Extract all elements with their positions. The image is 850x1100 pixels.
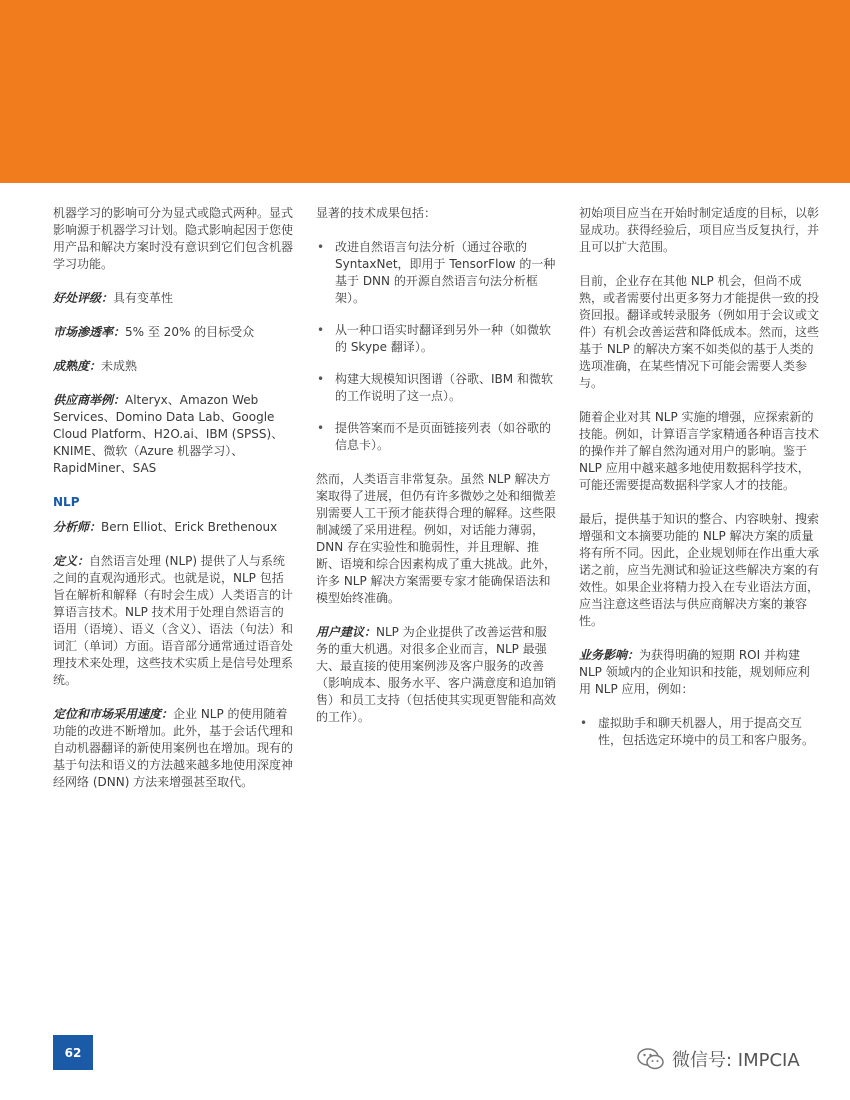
column-1 bbox=[53, 205, 293, 808]
benefit-label: 好处评级： bbox=[53, 291, 114, 305]
wechat-icon bbox=[636, 1047, 666, 1071]
business-impact-label: 业务影响： bbox=[579, 648, 640, 662]
list-item: • 构建大规模知识图谱（谷歌、IBM 和微软的工作说明了这一点）。 bbox=[316, 371, 556, 405]
user-advice-text: NLP 为企业提供了改善运营和服务的重大机遇。对很多企业而言，NLP 最强大、最直接的使用案例涉及客户服务的改善（影响成本、服务水平、客户满意度和追加销售）和员工支持（包括使其实现更智能和高效的工作）。 bbox=[316, 625, 557, 724]
sample-vendors bbox=[53, 392, 293, 477]
definition-text: 自然语言处理 (NLP) 提供了人与系统之间的直观沟通形式。也就是说，NLP 包括旨在解析和解释（有时会生成）人类语言的计算语言技术。NLP 技术用于处理自然语言的语用（语境）、语义（含义）、语法（句法）和词汇（单词）方面。语音部分通常通过语音处理技术来处理，这些技术实质上是信号处理系统。 bbox=[53, 554, 294, 687]
achievements-list bbox=[316, 239, 556, 454]
user-advice bbox=[316, 624, 556, 726]
penetration-label: 市场渗透率： bbox=[53, 325, 126, 339]
benefit-value: 具有变革性 bbox=[113, 291, 174, 305]
business-impact-text: 为获得明确的短期 ROI 并构建 NLP 领域内的企业知识和技能，规划师应利用 NLP 应用，例如： bbox=[579, 648, 810, 696]
page-number: 62 bbox=[53, 1035, 93, 1070]
maturity bbox=[53, 358, 293, 375]
new-skills-paragraph: 随着企业对其 NLP 实施的增强，应探索新的技能。例如，计算语言学家精通各种语言技术的操作并了解自然沟通对用户的影响。鉴于 NLP 应用中越来越多地使用数据科学技术，可能还需要提高数据科学家人才的技能。 bbox=[579, 410, 820, 492]
positioning-label: 定位和市场采用速度： bbox=[53, 707, 174, 721]
list-item: • 改进自然语言句法分析（通过谷歌的 SyntaxNet，即用于 TensorFlow 的一种基于 DNN 的开源自然语言句法分析框架）。 bbox=[316, 239, 556, 307]
user-advice-label: 用户建议： bbox=[316, 625, 377, 639]
column-2 bbox=[316, 205, 556, 743]
definition bbox=[53, 553, 293, 689]
impact-list bbox=[579, 715, 819, 749]
other-opportunities-paragraph: 目前，企业存在其他 NLP 机会，但尚不成熟，或者需要付出更多努力才能提供一致的投资回报。翻译或转录服务（例如用于会议或文件）有机会改善运营和降低成本。然而，这些基于 NLP 的解决方案不如类似的基于人类的选项准确，在某些情况下可能会需要人类参与。 bbox=[579, 274, 820, 390]
positioning bbox=[53, 706, 293, 791]
achievements-intro: 显著的技术成果包括： bbox=[316, 206, 437, 220]
initial-projects-paragraph: 初始项目应当在开始时制定适度的目标，以彰显成功。获得经验后，项目应当反复执行，并且可以扩大范围。 bbox=[579, 206, 820, 254]
section-heading-nlp: NLP bbox=[53, 495, 80, 509]
vendors-value: Alteryx、Amazon Web Services、Domino Data Lab、Google Cloud Platform、H2O.ai、IBM (SPSS)、KNIME、微软（Azure 机器学习）、RapidMiner、SAS bbox=[53, 393, 284, 475]
watermark-text: 微信号: IMPCIA bbox=[672, 1050, 800, 1071]
benefit-rating bbox=[53, 290, 293, 307]
wechat-watermark bbox=[636, 1046, 800, 1072]
column-3 bbox=[579, 205, 819, 766]
list-item: • 虚拟助手和聊天机器人，用于提高交互性，包括选定环境中的员工和客户服务。 bbox=[579, 715, 819, 749]
complexity-paragraph: 然而，人类语言非常复杂。虽然 NLP 解决方案取得了进展，但仍有许多微妙之处和细微差别需要人工干预才能获得合理的解释。这些限制减缓了采用进程。例如，对话能力薄弱，DNN 存在实验性和脆弱性，并且理解、推断、语境和综合因素构成了重大挑战。此外，许多 NLP 解决方案需要专家才能确保语法和模型始终准确。 bbox=[316, 472, 557, 605]
analysts-value: Bern Elliot、Erick Brethenoux bbox=[101, 520, 278, 534]
definition-label: 定义： bbox=[53, 554, 90, 568]
maturity-label: 成熟度： bbox=[53, 359, 102, 373]
market-penetration bbox=[53, 324, 293, 341]
finally-paragraph: 最后，提供基于知识的整合、内容映射、搜索增强和文本摘要功能的 NLP 解决方案的质量将有所不同。因此，企业规划师在作出重大承诺之前，应当先测试和验证这些解决方案的有效性。如果企业将精力投入在专业语法方面，应当注意这些语法与供应商解决方案的兼容性。 bbox=[579, 512, 820, 628]
list-item: • 提供答案而不是页面链接列表（如谷歌的信息卡）。 bbox=[316, 420, 556, 454]
list-item: • 从一种口语实时翻译到另外一种（如微软的 Skype 翻译）。 bbox=[316, 322, 556, 356]
analysts bbox=[53, 519, 293, 536]
analysts-label: 分析师： bbox=[53, 520, 102, 534]
positioning-text: 企业 NLP 的使用随着功能的改进不断增加。此外，基于会话代理和自动机器翻译的新使用案例也在增加。现有的基于句法和语义的方法越来越多地使用深度神经网络 (DNN) 方法来增强甚至取代。 bbox=[53, 707, 294, 789]
penetration-value: 5% 至 20% 的目标受众 bbox=[125, 325, 255, 339]
vendors-label: 供应商举例： bbox=[53, 393, 126, 407]
maturity-value: 未成熟 bbox=[101, 359, 138, 373]
intro-paragraph: 机器学习的影响可分为显式或隐式两种。显式影响源于机器学习计划。隐式影响起因于您使用产品和解决方案时没有意识到它们包含机器学习功能。 bbox=[53, 206, 294, 271]
header-banner bbox=[0, 0, 850, 183]
business-impact bbox=[579, 647, 819, 698]
